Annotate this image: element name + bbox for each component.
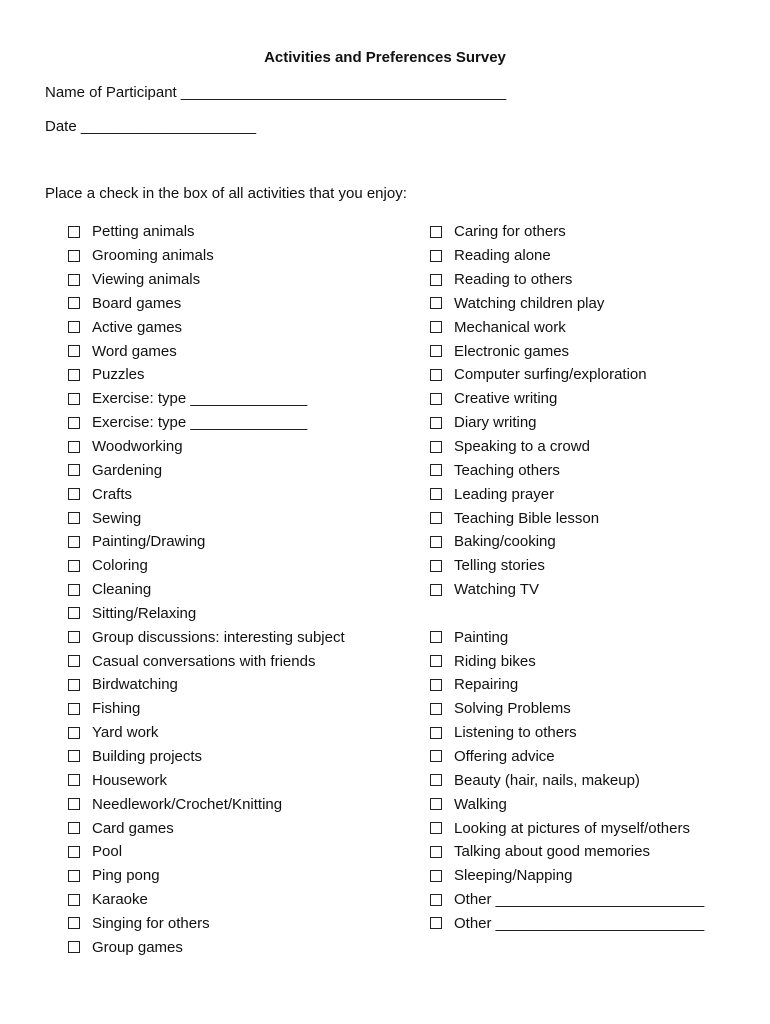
activity-item[interactable] xyxy=(430,792,704,816)
activity-checkbox[interactable] xyxy=(68,703,80,715)
activity-checkbox[interactable] xyxy=(430,584,442,596)
activity-item[interactable] xyxy=(430,482,704,506)
activities-right-column xyxy=(430,220,704,935)
activity-label: Mechanical work xyxy=(454,318,566,336)
activity-label: Telling stories xyxy=(454,557,545,575)
activity-item[interactable] xyxy=(430,745,704,769)
activity-checkbox[interactable] xyxy=(430,631,442,643)
activity-label: Needlework/Crochet/Knitting xyxy=(92,795,283,813)
activity-label: Teaching others xyxy=(454,461,560,479)
activity-item[interactable] xyxy=(430,292,704,316)
activities-left-column xyxy=(68,220,345,959)
activity-checkbox[interactable] xyxy=(68,584,80,596)
activity-item[interactable] xyxy=(430,864,704,888)
activity-checkbox[interactable] xyxy=(68,560,80,572)
activity-checkbox[interactable] xyxy=(430,917,442,929)
activity-checkbox[interactable] xyxy=(430,750,442,762)
participant-name-field[interactable]: Name of Participant _______________________________________ xyxy=(45,84,507,101)
activity-checkbox[interactable] xyxy=(430,226,442,238)
instructions: Place a check in the box of all activities that you enjoy: xyxy=(45,185,407,202)
activity-item[interactable] xyxy=(430,625,704,649)
activity-checkbox[interactable] xyxy=(68,417,80,429)
activity-checkbox[interactable] xyxy=(430,822,442,834)
activity-checkbox[interactable] xyxy=(68,750,80,762)
activity-checkbox[interactable] xyxy=(430,679,442,691)
activity-item[interactable] xyxy=(68,816,345,840)
activity-checkbox[interactable] xyxy=(68,512,80,524)
activity-checkbox[interactable] xyxy=(68,774,80,786)
activity-label: Creative writing xyxy=(454,390,558,408)
activity-item[interactable] xyxy=(430,530,704,554)
activity-checkbox[interactable] xyxy=(68,631,80,643)
activity-item[interactable] xyxy=(430,268,704,292)
activity-label: Exercise: type ______________ xyxy=(92,390,308,408)
activity-item[interactable] xyxy=(68,268,345,292)
activity-checkbox[interactable] xyxy=(430,703,442,715)
activity-checkbox[interactable] xyxy=(430,894,442,906)
activity-item[interactable] xyxy=(430,911,704,935)
activity-checkbox[interactable] xyxy=(430,488,442,500)
activity-item[interactable] xyxy=(68,554,345,578)
activity-label: Building projects xyxy=(92,747,203,765)
activity-label: Repairing xyxy=(454,676,519,694)
activity-checkbox[interactable] xyxy=(68,464,80,476)
activity-label: Other _________________________ xyxy=(454,891,705,909)
activity-item[interactable] xyxy=(430,721,704,745)
activity-label: Reading to others xyxy=(454,271,573,289)
activity-checkbox[interactable] xyxy=(430,345,442,357)
activity-checkbox[interactable] xyxy=(430,274,442,286)
activity-checkbox[interactable] xyxy=(430,846,442,858)
activity-checkbox[interactable] xyxy=(430,774,442,786)
activity-label: Card games xyxy=(92,819,174,837)
activity-checkbox[interactable] xyxy=(430,321,442,333)
activity-checkbox[interactable] xyxy=(430,655,442,667)
activity-label: Board games xyxy=(92,294,182,312)
activity-item[interactable] xyxy=(68,435,345,459)
activity-checkbox[interactable] xyxy=(68,441,80,453)
activity-item[interactable] xyxy=(68,888,345,912)
activity-label: Other _________________________ xyxy=(454,914,705,932)
activity-item[interactable] xyxy=(430,816,704,840)
activity-checkbox[interactable] xyxy=(430,250,442,262)
survey-title: Activities and Preferences Survey xyxy=(264,49,506,66)
activity-item[interactable] xyxy=(68,745,345,769)
activity-checkbox[interactable] xyxy=(68,393,80,405)
activity-item[interactable] xyxy=(68,625,345,649)
date-field[interactable]: Date _____________________ xyxy=(45,118,257,135)
activity-checkbox[interactable] xyxy=(68,536,80,548)
activity-label: Karaoke xyxy=(92,891,148,909)
activity-label: Electronic games xyxy=(454,342,570,360)
activity-checkbox[interactable] xyxy=(68,226,80,238)
activity-item[interactable] xyxy=(430,458,704,482)
activity-label: Housework xyxy=(92,771,168,789)
activity-label: Exercise: type ______________ xyxy=(92,414,308,432)
activity-label: Leading prayer xyxy=(454,485,555,503)
activity-item[interactable] xyxy=(68,411,345,435)
activity-checkbox[interactable] xyxy=(68,870,80,882)
activity-label: Casual conversations with friends xyxy=(92,652,316,670)
activity-item[interactable] xyxy=(68,244,345,268)
activity-item[interactable] xyxy=(68,649,345,673)
activity-checkbox[interactable] xyxy=(68,822,80,834)
activity-item[interactable] xyxy=(68,697,345,721)
activity-item[interactable] xyxy=(430,673,704,697)
activity-label: Crafts xyxy=(92,485,133,503)
activity-item[interactable] xyxy=(68,339,345,363)
activity-item[interactable] xyxy=(68,220,345,244)
activity-label: Birdwatching xyxy=(92,676,178,694)
activity-checkbox[interactable] xyxy=(430,727,442,739)
activity-label: Gardening xyxy=(92,461,163,479)
activity-item[interactable] xyxy=(68,602,345,626)
activity-checkbox[interactable] xyxy=(430,417,442,429)
activity-item[interactable] xyxy=(430,315,704,339)
activity-label: Painting/Drawing xyxy=(92,533,206,551)
activity-item[interactable] xyxy=(68,363,345,387)
activity-checkbox[interactable] xyxy=(68,679,80,691)
activity-label: Active games xyxy=(92,318,183,336)
activity-label: Diary writing xyxy=(454,414,537,432)
activity-item[interactable] xyxy=(430,435,704,459)
activity-label: Sitting/Relaxing xyxy=(92,604,197,622)
activity-checkbox[interactable] xyxy=(430,464,442,476)
activity-checkbox[interactable] xyxy=(430,441,442,453)
activity-item[interactable] xyxy=(68,578,345,602)
activity-label: Sewing xyxy=(92,509,142,527)
activity-label: Painting xyxy=(454,628,509,646)
activity-item[interactable] xyxy=(68,935,345,959)
activity-item[interactable] xyxy=(430,220,704,244)
activity-item[interactable] xyxy=(68,387,345,411)
activity-label: Talking about good memories xyxy=(454,843,650,861)
activity-item[interactable] xyxy=(430,578,704,602)
activity-label: Riding bikes xyxy=(454,652,536,670)
activity-checkbox[interactable] xyxy=(68,846,80,858)
activity-checkbox[interactable] xyxy=(68,894,80,906)
activity-checkbox[interactable] xyxy=(68,369,80,381)
activity-label: Speaking to a crowd xyxy=(454,438,590,456)
activity-label: Ping pong xyxy=(92,867,160,885)
activity-item[interactable] xyxy=(68,458,345,482)
activity-item[interactable] xyxy=(430,506,704,530)
activity-item[interactable] xyxy=(430,840,704,864)
activity-label: Watching TV xyxy=(454,581,540,599)
activity-checkbox[interactable] xyxy=(430,512,442,524)
activity-checkbox[interactable] xyxy=(430,536,442,548)
activity-label: Pool xyxy=(92,843,123,861)
activity-label: Cleaning xyxy=(92,581,152,599)
activity-label: Reading alone xyxy=(454,247,551,265)
activity-item[interactable] xyxy=(68,911,345,935)
activity-checkbox[interactable] xyxy=(68,321,80,333)
activity-label: Coloring xyxy=(92,557,148,575)
activity-label: Group discussions: interesting subject xyxy=(92,628,345,646)
activity-checkbox[interactable] xyxy=(68,798,80,810)
activity-item[interactable] xyxy=(430,888,704,912)
activity-item[interactable] xyxy=(430,768,704,792)
activity-label: Puzzles xyxy=(92,366,145,384)
activity-item[interactable] xyxy=(430,339,704,363)
activity-checkbox[interactable] xyxy=(68,655,80,667)
activity-item[interactable] xyxy=(68,315,345,339)
activity-item[interactable] xyxy=(68,292,345,316)
activity-item[interactable] xyxy=(68,792,345,816)
activity-label: Walking xyxy=(454,795,507,813)
activity-label: Sleeping/Napping xyxy=(454,867,573,885)
activity-label: Caring for others xyxy=(454,223,566,241)
activity-label: Fishing xyxy=(92,700,141,718)
activity-label: Listening to others xyxy=(454,724,577,742)
activity-label: Watching children play xyxy=(454,294,605,312)
activity-checkbox[interactable] xyxy=(68,607,80,619)
activity-label: Baking/cooking xyxy=(454,533,556,551)
activity-checkbox[interactable] xyxy=(68,250,80,262)
activity-item[interactable] xyxy=(68,721,345,745)
activity-item[interactable] xyxy=(68,530,345,554)
activity-checkbox[interactable] xyxy=(430,393,442,405)
activity-checkbox[interactable] xyxy=(68,274,80,286)
activity-item[interactable] xyxy=(430,363,704,387)
activity-checkbox[interactable] xyxy=(430,870,442,882)
activity-label: Yard work xyxy=(92,724,159,742)
activity-item[interactable] xyxy=(68,482,345,506)
activity-checkbox[interactable] xyxy=(430,369,442,381)
activity-checkbox[interactable] xyxy=(68,488,80,500)
activity-item[interactable] xyxy=(68,864,345,888)
activity-label: Woodworking xyxy=(92,438,183,456)
activity-label: Looking at pictures of myself/others xyxy=(454,819,690,837)
activity-label: Beauty (hair, nails, makeup) xyxy=(454,771,640,789)
activity-item[interactable] xyxy=(68,840,345,864)
activity-label: Viewing animals xyxy=(92,271,201,289)
activity-checkbox[interactable] xyxy=(68,727,80,739)
activity-item[interactable] xyxy=(68,768,345,792)
activity-item[interactable] xyxy=(430,649,704,673)
activity-item[interactable] xyxy=(430,697,704,721)
activity-label: Teaching Bible lesson xyxy=(454,509,600,527)
activity-checkbox[interactable] xyxy=(68,917,80,929)
activity-checkbox[interactable] xyxy=(68,297,80,309)
activity-label: Offering advice xyxy=(454,747,555,765)
activity-checkbox[interactable] xyxy=(430,798,442,810)
activity-item[interactable] xyxy=(68,673,345,697)
activity-checkbox[interactable] xyxy=(68,345,80,357)
activity-label: Singing for others xyxy=(92,914,210,932)
activity-checkbox[interactable] xyxy=(430,560,442,572)
activity-label: Computer surfing/exploration xyxy=(454,366,647,384)
activity-label: Word games xyxy=(92,342,177,360)
activity-item[interactable] xyxy=(430,387,704,411)
activity-checkbox[interactable] xyxy=(430,297,442,309)
activity-checkbox[interactable] xyxy=(68,941,80,953)
activity-label: Solving Problems xyxy=(454,700,571,718)
activity-item[interactable] xyxy=(68,506,345,530)
activity-label: Petting animals xyxy=(92,223,195,241)
activity-label: Group games xyxy=(92,938,183,956)
activity-item[interactable] xyxy=(430,244,704,268)
activity-label: Grooming animals xyxy=(92,247,214,265)
activity-item[interactable] xyxy=(430,554,704,578)
activity-item[interactable] xyxy=(430,411,704,435)
